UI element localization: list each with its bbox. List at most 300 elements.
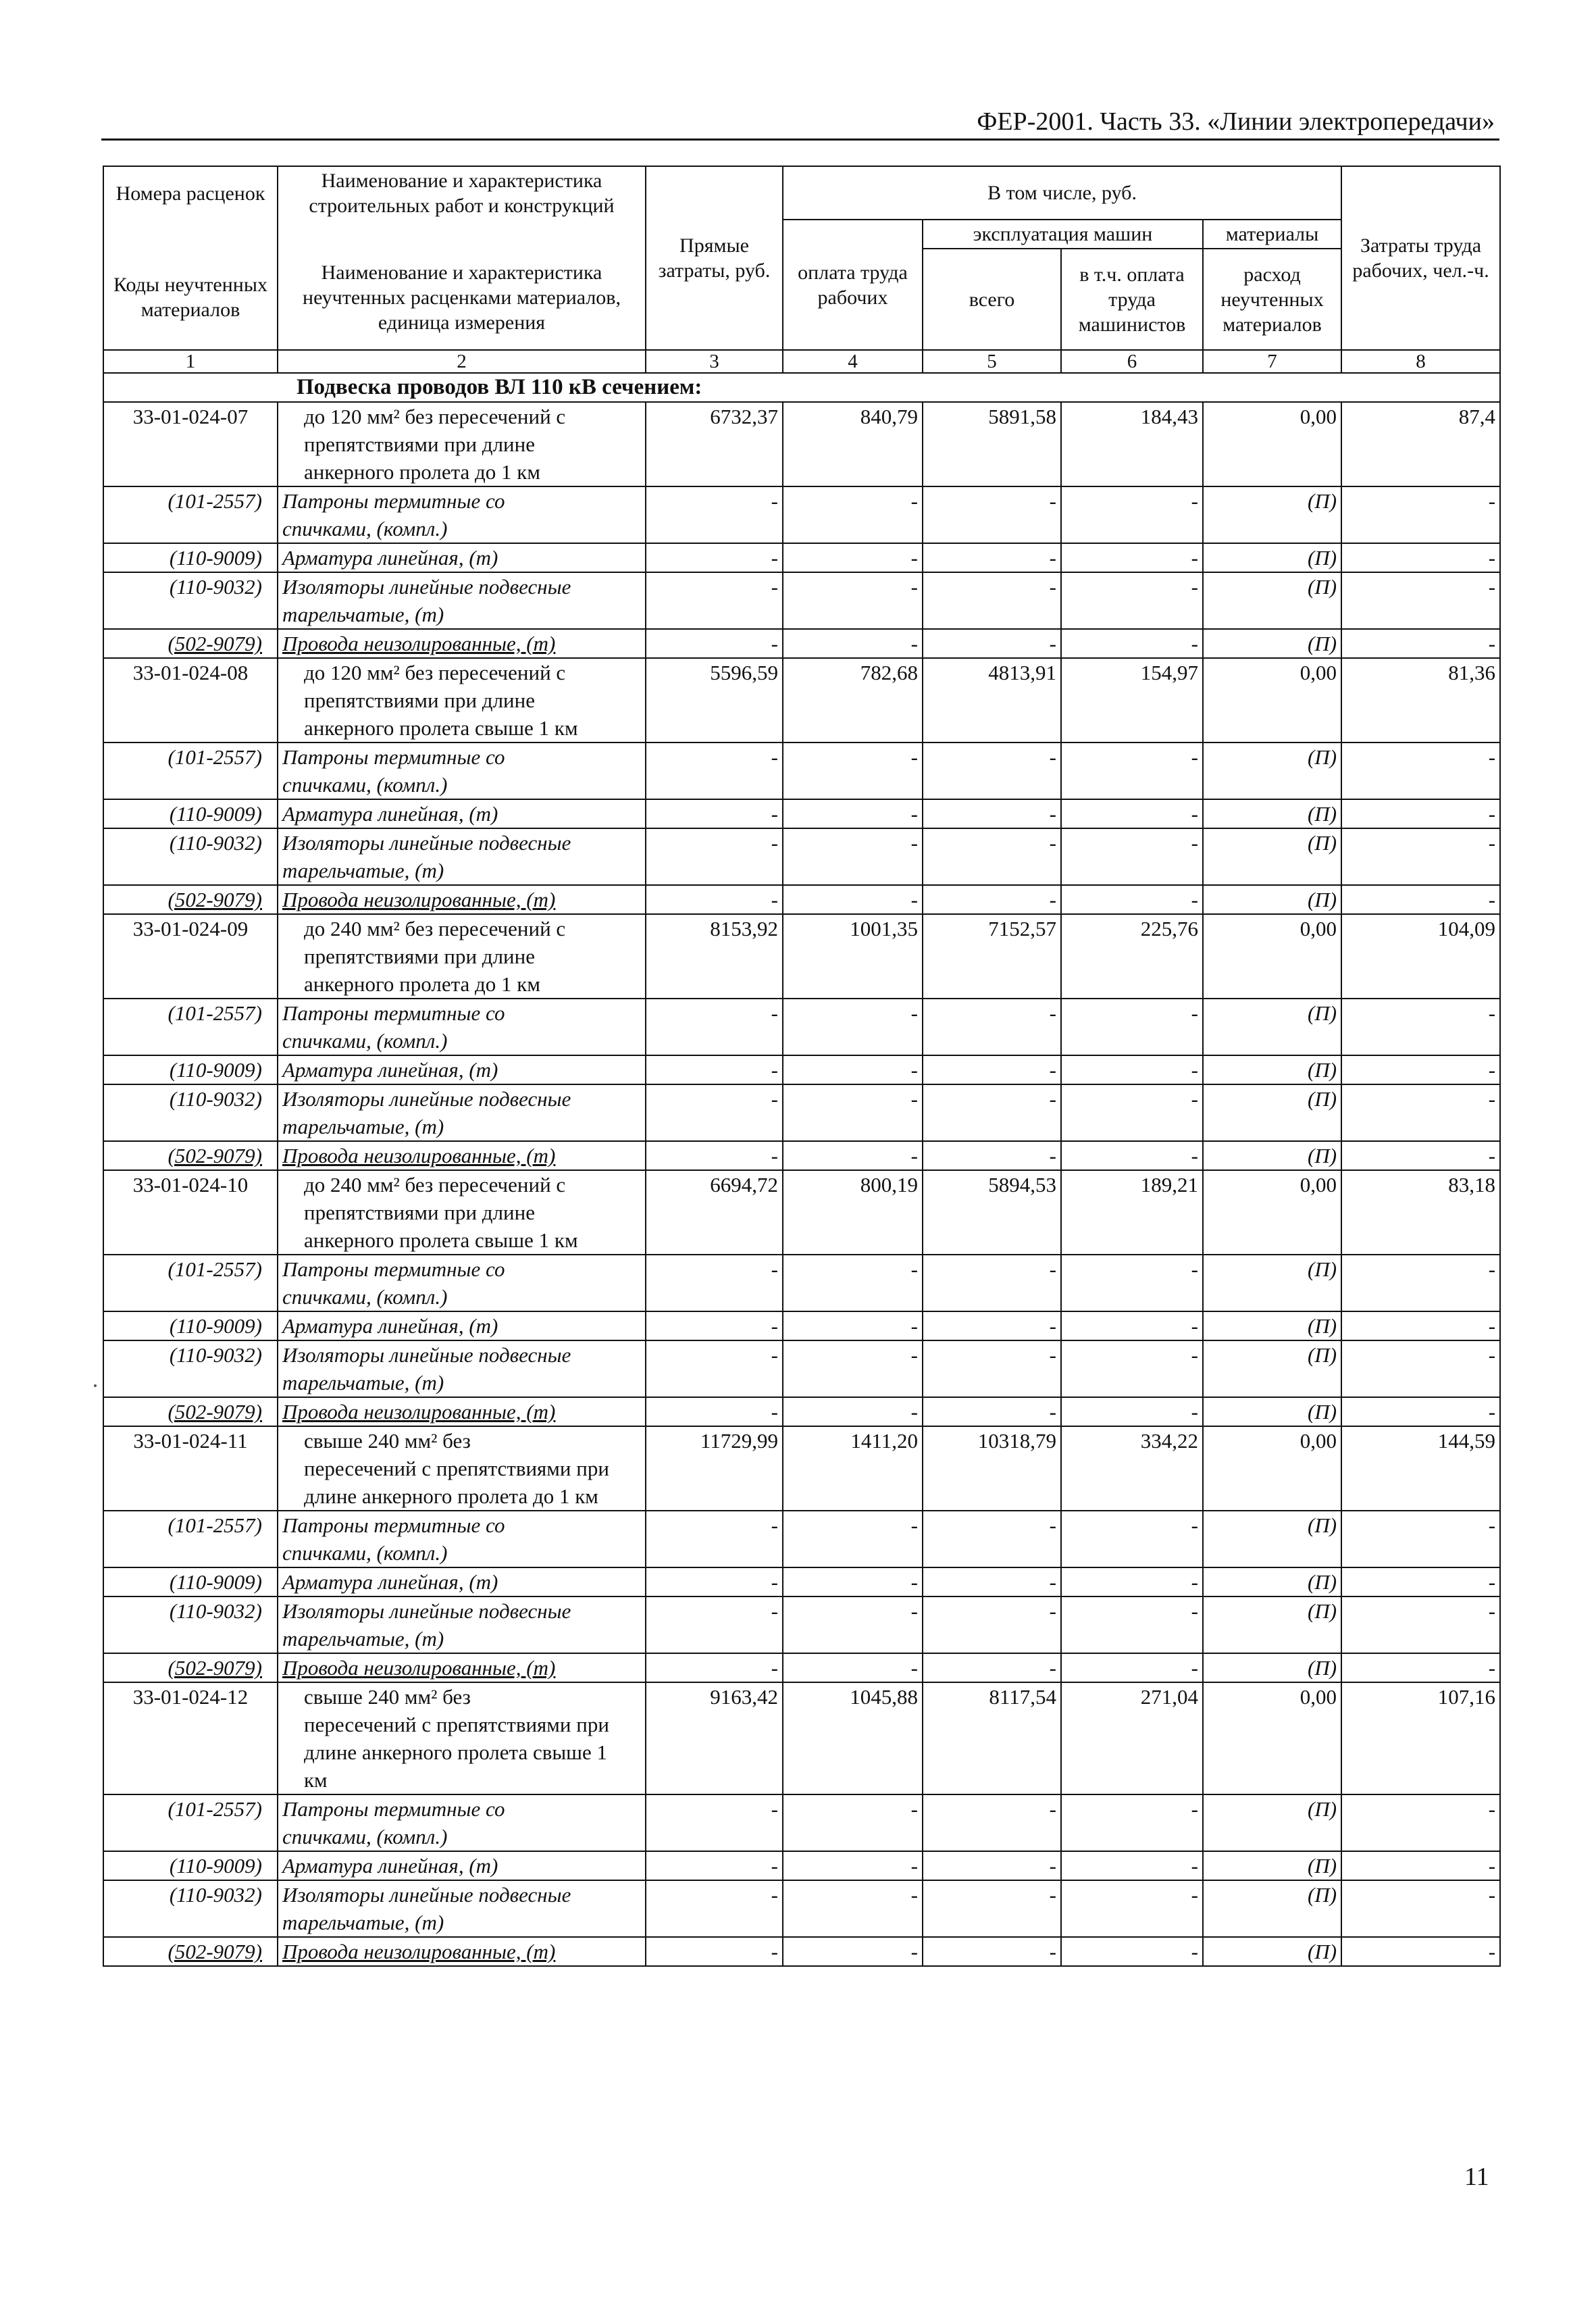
header-materials: материалы — [1203, 220, 1341, 249]
rate-wages: 800,19 — [783, 1170, 923, 1255]
empty-dash: - — [646, 1511, 783, 1567]
material-mark: (П) — [1203, 572, 1341, 629]
material-name — [278, 1255, 646, 1311]
empty-dash: - — [923, 1055, 1061, 1084]
material-row — [103, 743, 1500, 799]
empty-dash: - — [646, 1567, 783, 1596]
rate-code: 33-01-024-07 — [103, 402, 278, 486]
material-code: (110-9032) — [103, 1340, 278, 1397]
text-line: спичками, (компл.) — [282, 1285, 448, 1309]
material-mark: (П) — [1203, 1141, 1341, 1170]
column-number: 6 — [1061, 350, 1203, 373]
rate-description — [278, 1426, 646, 1511]
empty-dash: - — [923, 1596, 1061, 1653]
empty-dash: - — [1061, 1084, 1203, 1141]
text-line: Изоляторы линейные подвесные — [282, 1087, 571, 1111]
material-mark: (П) — [1203, 486, 1341, 543]
material-mark: (П) — [1203, 1311, 1341, 1340]
text-line: Изоляторы линейные подвесные — [282, 1599, 571, 1623]
material-name — [278, 1397, 646, 1426]
text-line: препятствиями при длине — [304, 945, 535, 968]
material-mark: (П) — [1203, 743, 1341, 799]
empty-dash: - — [1341, 828, 1500, 885]
material-code: (502-9079) — [103, 1653, 278, 1682]
empty-dash: - — [1341, 1794, 1500, 1851]
empty-dash: - — [923, 1311, 1061, 1340]
empty-dash: - — [783, 1311, 923, 1340]
empty-dash: - — [1061, 543, 1203, 572]
material-mark: (П) — [1203, 543, 1341, 572]
material-mark: (П) — [1203, 1794, 1341, 1851]
material-mark: (П) — [1203, 1937, 1341, 1966]
rate-machines-total: 5894,53 — [923, 1170, 1061, 1255]
material-row — [103, 1937, 1500, 1966]
empty-dash: - — [783, 572, 923, 629]
material-name — [278, 1596, 646, 1653]
empty-dash: - — [923, 799, 1061, 828]
rate-wages: 1001,35 — [783, 914, 923, 999]
empty-dash: - — [1061, 799, 1203, 828]
material-mark: (П) — [1203, 885, 1341, 914]
empty-dash: - — [783, 799, 923, 828]
text-line: тарельчатые, (т) — [282, 1911, 444, 1934]
empty-dash: - — [1341, 1340, 1500, 1397]
rate-description — [278, 1170, 646, 1255]
empty-dash: - — [646, 1340, 783, 1397]
rate-machines-wages: 334,22 — [1061, 1426, 1203, 1511]
text-line: тарельчатые, (т) — [282, 1371, 444, 1394]
column-number-row — [103, 350, 1500, 373]
material-name — [278, 1937, 646, 1966]
text-line: Провода неизолированные, (т) — [282, 1940, 556, 1963]
rate-code: 33-01-024-09 — [103, 914, 278, 999]
material-row — [103, 486, 1500, 543]
empty-dash: - — [923, 486, 1061, 543]
rate-labor: 104,09 — [1341, 914, 1500, 999]
material-name — [278, 799, 646, 828]
rate-direct: 6732,37 — [646, 402, 783, 486]
material-row — [103, 1851, 1500, 1880]
material-mark: (П) — [1203, 1851, 1341, 1880]
material-code: (110-9009) — [103, 1567, 278, 1596]
material-name — [278, 1055, 646, 1084]
rate-description — [278, 402, 646, 486]
rate-machines-wages: 154,97 — [1061, 658, 1203, 743]
material-name — [278, 543, 646, 572]
empty-dash: - — [1061, 999, 1203, 1055]
rate-labor: 144,59 — [1341, 1426, 1500, 1511]
material-name — [278, 1311, 646, 1340]
text-line: Арматура линейная, (т) — [282, 1058, 498, 1082]
rate-direct: 11729,99 — [646, 1426, 783, 1511]
material-row — [103, 1880, 1500, 1937]
text-line: препятствиями при длине — [304, 432, 535, 456]
rate-machines-wages: 225,76 — [1061, 914, 1203, 999]
empty-dash: - — [923, 1794, 1061, 1851]
rate-direct: 9163,42 — [646, 1682, 783, 1794]
empty-dash: - — [1061, 828, 1203, 885]
rate-materials: 0,00 — [1203, 658, 1341, 743]
text-line: Изоляторы линейные подвесные — [282, 575, 571, 599]
material-mark: (П) — [1203, 799, 1341, 828]
rate-code: 33-01-024-10 — [103, 1170, 278, 1255]
empty-dash: - — [646, 1141, 783, 1170]
text-line: тарельчатые, (т) — [282, 859, 444, 882]
header-machines-wages: в т.ч. оплата труда машинистов — [1061, 249, 1203, 350]
text-line: препятствиями при длине — [304, 1201, 535, 1224]
material-code: (502-9079) — [103, 1937, 278, 1966]
material-code: (101-2557) — [103, 1255, 278, 1311]
material-name — [278, 486, 646, 543]
empty-dash: - — [646, 1055, 783, 1084]
empty-dash: - — [923, 1653, 1061, 1682]
empty-dash: - — [783, 1511, 923, 1567]
empty-dash: - — [783, 629, 923, 658]
material-row — [103, 1653, 1500, 1682]
section-title: Подвеска проводов ВЛ 110 кВ сечением: — [103, 373, 1500, 402]
empty-dash: - — [923, 572, 1061, 629]
material-name — [278, 1567, 646, 1596]
text-line: препятствиями при длине — [304, 688, 535, 712]
material-name — [278, 1141, 646, 1170]
material-row — [103, 1084, 1500, 1141]
column-number: 1 — [103, 350, 278, 373]
empty-dash: - — [923, 629, 1061, 658]
empty-dash: - — [1341, 1937, 1500, 1966]
material-name — [278, 1794, 646, 1851]
empty-dash: - — [923, 1851, 1061, 1880]
text-line: Патроны термитные со — [282, 1257, 505, 1281]
rate-row — [103, 1170, 1500, 1255]
material-row — [103, 1141, 1500, 1170]
empty-dash: - — [646, 1311, 783, 1340]
empty-dash: - — [646, 743, 783, 799]
material-name — [278, 1084, 646, 1141]
material-mark: (П) — [1203, 629, 1341, 658]
material-code: (110-9009) — [103, 1311, 278, 1340]
text-line: спичками, (компл.) — [282, 1029, 448, 1053]
empty-dash: - — [1061, 1851, 1203, 1880]
empty-dash: - — [923, 885, 1061, 914]
rate-machines-total: 7152,57 — [923, 914, 1061, 999]
header-wages: оплата труда рабочих — [783, 220, 923, 350]
empty-dash: - — [1341, 1255, 1500, 1311]
material-row — [103, 1511, 1500, 1567]
text-line: Патроны термитные со — [282, 489, 505, 513]
empty-dash: - — [783, 1851, 923, 1880]
text-line: Изоляторы линейные подвесные — [282, 831, 571, 855]
text-line: Провода неизолированные, (т) — [282, 1400, 556, 1424]
table-header — [103, 166, 1500, 373]
empty-dash: - — [923, 999, 1061, 1055]
material-mark: (П) — [1203, 1511, 1341, 1567]
empty-dash: - — [923, 1340, 1061, 1397]
material-code: (101-2557) — [103, 1511, 278, 1567]
material-name — [278, 828, 646, 885]
empty-dash: - — [783, 1653, 923, 1682]
empty-dash: - — [1341, 486, 1500, 543]
rate-labor: 87,4 — [1341, 402, 1500, 486]
text-line: Арматура линейная, (т) — [282, 1570, 498, 1594]
empty-dash: - — [1341, 1851, 1500, 1880]
material-code: (110-9032) — [103, 572, 278, 629]
header-direct-costs: Прямые затраты, руб. — [646, 166, 783, 350]
material-row — [103, 1311, 1500, 1340]
text-line: анкерного пролета до 1 км — [304, 972, 540, 996]
empty-dash: - — [646, 1084, 783, 1141]
empty-dash: - — [923, 1511, 1061, 1567]
empty-dash: - — [646, 1653, 783, 1682]
rate-description — [278, 658, 646, 743]
text-line: до 240 мм² без пересечений с — [304, 1173, 566, 1197]
text-line: тарельчатые, (т) — [282, 1115, 444, 1138]
rate-code: 33-01-024-12 — [103, 1682, 278, 1794]
material-code: (110-9009) — [103, 799, 278, 828]
empty-dash: - — [923, 1397, 1061, 1426]
empty-dash: - — [923, 743, 1061, 799]
text-line: км — [304, 1768, 328, 1792]
empty-dash: - — [1341, 572, 1500, 629]
text-line: Провода неизолированные, (т) — [282, 1144, 556, 1167]
rates-table — [103, 166, 1501, 1967]
text-line: Изоляторы линейные подвесные — [282, 1343, 571, 1367]
material-row — [103, 999, 1500, 1055]
text-line: Патроны термитные со — [282, 1513, 505, 1537]
empty-dash: - — [1061, 486, 1203, 543]
material-code: (110-9009) — [103, 543, 278, 572]
scan-speck — [94, 1384, 97, 1387]
material-name — [278, 1880, 646, 1937]
rate-row — [103, 1682, 1500, 1794]
material-mark: (П) — [1203, 1653, 1341, 1682]
text-line: до 240 мм² без пересечений с — [304, 917, 566, 940]
empty-dash: - — [783, 1397, 923, 1426]
rate-labor: 81,36 — [1341, 658, 1500, 743]
empty-dash: - — [646, 1397, 783, 1426]
material-mark: (П) — [1203, 1567, 1341, 1596]
material-code: (101-2557) — [103, 486, 278, 543]
header-labor: Затраты труда рабочих, чел.-ч. — [1341, 166, 1500, 350]
empty-dash: - — [783, 1084, 923, 1141]
text-line: Арматура линейная, (т) — [282, 1854, 498, 1878]
empty-dash: - — [1061, 743, 1203, 799]
material-row — [103, 543, 1500, 572]
rate-row — [103, 658, 1500, 743]
empty-dash: - — [646, 828, 783, 885]
material-mark: (П) — [1203, 1084, 1341, 1141]
header-codes-bottom: Коды неучтенных материалов — [103, 220, 278, 350]
empty-dash: - — [1061, 885, 1203, 914]
material-name — [278, 999, 646, 1055]
material-row — [103, 1567, 1500, 1596]
header-codes-top: Номера расценок — [103, 166, 278, 220]
material-row — [103, 1596, 1500, 1653]
material-code: (101-2557) — [103, 1794, 278, 1851]
rate-direct: 8153,92 — [646, 914, 783, 999]
empty-dash: - — [1061, 1596, 1203, 1653]
material-mark: (П) — [1203, 1596, 1341, 1653]
empty-dash: - — [1341, 1511, 1500, 1567]
material-mark: (П) — [1203, 999, 1341, 1055]
empty-dash: - — [783, 1880, 923, 1937]
material-code: (110-9032) — [103, 1084, 278, 1141]
empty-dash: - — [783, 1340, 923, 1397]
empty-dash: - — [1061, 1311, 1203, 1340]
column-number: 7 — [1203, 350, 1341, 373]
empty-dash: - — [783, 885, 923, 914]
column-number: 5 — [923, 350, 1061, 373]
rate-materials: 0,00 — [1203, 914, 1341, 999]
empty-dash: - — [923, 1141, 1061, 1170]
running-header: ФЕР-2001. Часть 33. «Линии электропередачи» — [977, 107, 1495, 136]
material-name — [278, 572, 646, 629]
empty-dash: - — [923, 1084, 1061, 1141]
column-number: 2 — [278, 350, 646, 373]
header-including: В том числе, руб. — [783, 166, 1341, 220]
rate-wages: 782,68 — [783, 658, 923, 743]
empty-dash: - — [1061, 629, 1203, 658]
text-line: тарельчатые, (т) — [282, 603, 444, 626]
material-code: (502-9079) — [103, 629, 278, 658]
material-name — [278, 1851, 646, 1880]
text-line: длине анкерного пролета до 1 км — [304, 1484, 598, 1508]
empty-dash: - — [923, 1567, 1061, 1596]
empty-dash: - — [923, 828, 1061, 885]
empty-dash: - — [646, 1880, 783, 1937]
empty-dash: - — [1061, 1141, 1203, 1170]
material-row — [103, 629, 1500, 658]
empty-dash: - — [1061, 1055, 1203, 1084]
material-code: (110-9032) — [103, 1880, 278, 1937]
rate-labor: 83,18 — [1341, 1170, 1500, 1255]
table-body — [103, 373, 1500, 1966]
empty-dash: - — [1341, 1596, 1500, 1653]
rate-code: 33-01-024-08 — [103, 658, 278, 743]
rate-row — [103, 402, 1500, 486]
empty-dash: - — [1341, 1311, 1500, 1340]
rate-machines-total: 5891,58 — [923, 402, 1061, 486]
empty-dash: - — [783, 1255, 923, 1311]
rate-machines-total: 10318,79 — [923, 1426, 1061, 1511]
text-line: анкерного пролета свыше 1 км — [304, 716, 578, 740]
material-name — [278, 885, 646, 914]
rate-materials: 0,00 — [1203, 402, 1341, 486]
empty-dash: - — [783, 486, 923, 543]
text-line: Патроны термитные со — [282, 745, 505, 769]
empty-dash: - — [783, 743, 923, 799]
empty-dash: - — [1341, 1084, 1500, 1141]
material-code: (502-9079) — [103, 1397, 278, 1426]
text-line: Патроны термитные со — [282, 1001, 505, 1025]
text-line: анкерного пролета свыше 1 км — [304, 1228, 578, 1252]
empty-dash: - — [1061, 1880, 1203, 1937]
empty-dash: - — [783, 543, 923, 572]
text-line: спичками, (компл.) — [282, 773, 448, 797]
empty-dash: - — [1341, 543, 1500, 572]
rate-row — [103, 1426, 1500, 1511]
text-line: свыше 240 мм² без — [304, 1685, 471, 1709]
header-machines: эксплуатация машин — [923, 220, 1203, 249]
text-line: Изоляторы линейные подвесные — [282, 1883, 571, 1907]
empty-dash: - — [923, 1255, 1061, 1311]
material-row — [103, 828, 1500, 885]
empty-dash: - — [1341, 1397, 1500, 1426]
empty-dash: - — [1061, 1340, 1203, 1397]
empty-dash: - — [1341, 1653, 1500, 1682]
rate-row — [103, 914, 1500, 999]
text-line: спичками, (компл.) — [282, 1825, 448, 1848]
material-row — [103, 799, 1500, 828]
empty-dash: - — [1061, 572, 1203, 629]
text-line: спичками, (компл.) — [282, 1541, 448, 1565]
text-line: свыше 240 мм² без — [304, 1429, 471, 1453]
text-line: Провода неизолированные, (т) — [282, 632, 556, 655]
empty-dash: - — [646, 629, 783, 658]
empty-dash: - — [646, 799, 783, 828]
empty-dash: - — [1061, 1937, 1203, 1966]
material-row — [103, 1055, 1500, 1084]
empty-dash: - — [783, 1567, 923, 1596]
rate-machines-wages: 271,04 — [1061, 1682, 1203, 1794]
material-code: (101-2557) — [103, 743, 278, 799]
empty-dash: - — [646, 885, 783, 914]
empty-dash: - — [646, 572, 783, 629]
material-name — [278, 1511, 646, 1567]
text-line: спичками, (компл.) — [282, 517, 448, 540]
empty-dash: - — [646, 999, 783, 1055]
material-name — [278, 1653, 646, 1682]
rate-machines-total: 4813,91 — [923, 658, 1061, 743]
page-number: 11 — [1464, 2163, 1489, 2191]
material-mark: (П) — [1203, 828, 1341, 885]
header-name-top: Наименование и характеристика строительных работ и конструкций — [278, 166, 646, 220]
material-mark: (П) — [1203, 1880, 1341, 1937]
section-row — [103, 373, 1500, 402]
rate-wages: 1411,20 — [783, 1426, 923, 1511]
rate-wages: 1045,88 — [783, 1682, 923, 1794]
header-name-bottom: Наименование и характеристика неучтенных расценками материалов, единица измерения — [278, 220, 646, 350]
empty-dash: - — [1061, 1567, 1203, 1596]
text-line: пересечений с препятствиями при — [304, 1457, 609, 1480]
text-line: длине анкерного пролета свыше 1 — [304, 1740, 608, 1764]
empty-dash: - — [783, 1794, 923, 1851]
material-row — [103, 885, 1500, 914]
empty-dash: - — [1341, 629, 1500, 658]
column-number: 8 — [1341, 350, 1500, 373]
empty-dash: - — [646, 486, 783, 543]
header-machines-total: всего — [923, 249, 1061, 350]
empty-dash: - — [1341, 1880, 1500, 1937]
material-name — [278, 1340, 646, 1397]
material-code: (110-9009) — [103, 1055, 278, 1084]
empty-dash: - — [923, 543, 1061, 572]
empty-dash: - — [783, 1141, 923, 1170]
material-code: (101-2557) — [103, 999, 278, 1055]
empty-dash: - — [1341, 799, 1500, 828]
column-number: 3 — [646, 350, 783, 373]
material-code: (110-9032) — [103, 1596, 278, 1653]
rate-machines-total: 8117,54 — [923, 1682, 1061, 1794]
empty-dash: - — [1341, 1055, 1500, 1084]
text-line: Патроны термитные со — [282, 1797, 505, 1821]
empty-dash: - — [646, 1937, 783, 1966]
material-name — [278, 743, 646, 799]
material-row — [103, 1340, 1500, 1397]
header-rule — [101, 139, 1499, 141]
empty-dash: - — [1061, 1794, 1203, 1851]
empty-dash: - — [1061, 1255, 1203, 1311]
empty-dash: - — [1061, 1653, 1203, 1682]
